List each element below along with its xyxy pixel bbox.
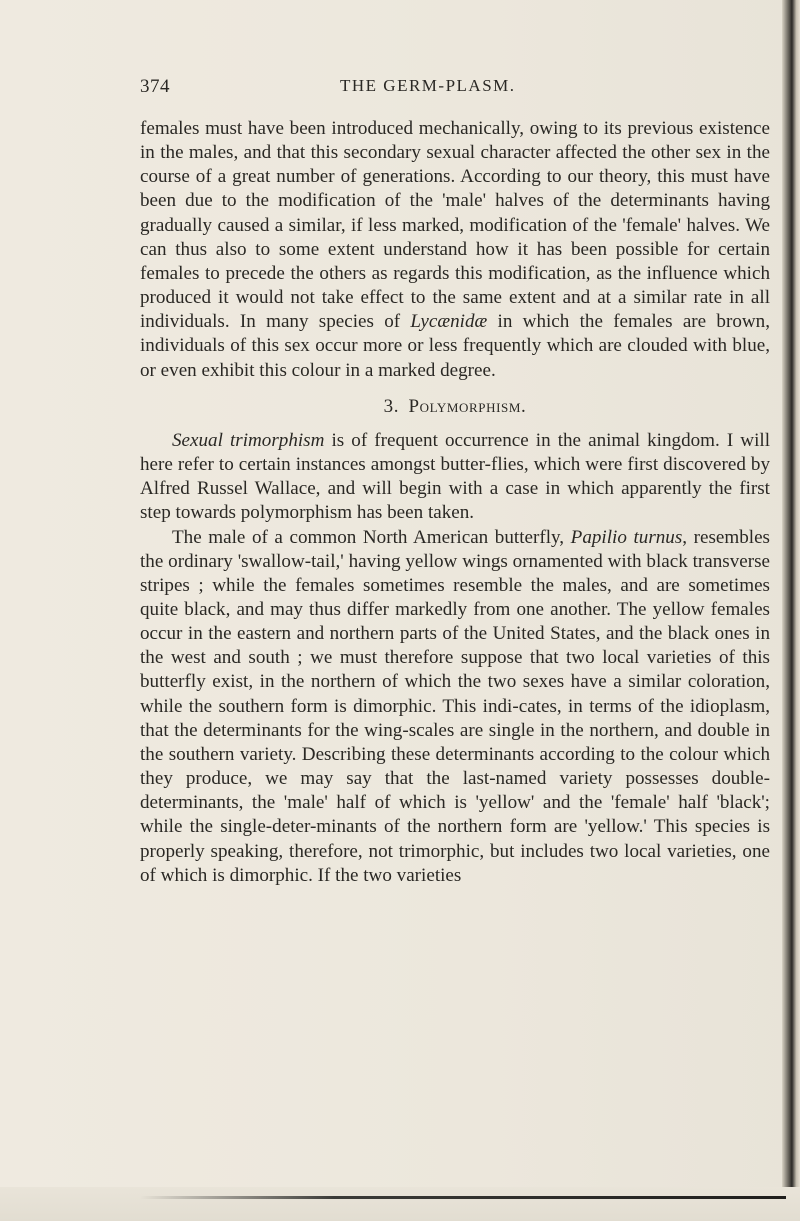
paragraph-1-text-b: in which the females are brown, individuals of this sex occur more or less frequently which are clouded with blue, or even exhibit this colour in a marked degree.: [140, 311, 770, 381]
paragraph-2: [140, 429, 770, 526]
running-head: THE GERM-PLASM.: [340, 76, 516, 95]
page-gutter-edge: [782, 0, 800, 1221]
page-bottom-margin: [0, 1187, 800, 1221]
paragraph-1-italic: Lycænidæ: [410, 311, 488, 333]
page-header: [140, 76, 770, 102]
paragraph-2-italic: Sexual trimorphism: [172, 429, 325, 451]
paragraph-3: [140, 526, 770, 888]
paragraph-2-text: is of frequent occurrence in the animal kingdom. I will here refer to certain instances amongst butter-flies, which were first discovered by Alfred Russel Wallace, and will begin with a case in which apparently the first step towards polymorphism has been taken.: [140, 429, 770, 524]
paragraph-1: [140, 117, 770, 383]
paragraph-3-text-a: The male of a common North American butterfly,: [172, 526, 571, 548]
paragraph-1-text-a: females must have been introduced mechanically, owing to its previous existence in the males, and that this secondary sexual character affected the other sex in the course of a great number of generations. According to our theory, this must have been due to the modification of the 'male' halves of the determinants having gradually caused a similar, if less marked, modification of the 'female' halves. We can thus also to some extent understand how it has been possible for certain females to precede the others as regards this modification, as the influence which produced it would not take effect to the same extent and at a similar rate in all individuals. In many species of: [140, 118, 770, 333]
section-title: Polymorphism.: [408, 395, 527, 417]
page-number: 374: [140, 76, 170, 97]
section-heading: [140, 395, 770, 419]
section-number: 3.: [383, 395, 400, 417]
paragraph-3-italic: Papilio turnus: [570, 526, 683, 548]
paragraph-3-text-b: , resembles the ordinary 'swallow-tail,' having yellow wings ornamented with black transverse stripes ; while the females sometimes resemble the males, and are sometimes quite black, and may thus differ markedly from one another. The yellow females occur in the eastern and northern parts of the United States, and the black ones in the west and south ; we must therefore suppose that two local varieties of this butterfly exist, in the northern of which the two sexes have a similar coloration, while the southern form is dimorphic. This indi-cates, in terms of the idioplasm, that the determinants for the wing-scales are single in the northern, and double in the southern variety. Describing these determinants according to the colour which they produce, we may say that the last-named variety possesses double-determinants, the 'male' half of which is 'yellow' and the 'female' half 'black'; while the single-deter-minants of the northern form are 'yellow.' This species is properly speaking, therefore, not trimorphic, but includes two local varieties, one of which is dimorphic. If the two varieties: [140, 526, 770, 886]
body-text: [140, 117, 770, 888]
scan-edge-line: [140, 1196, 786, 1199]
